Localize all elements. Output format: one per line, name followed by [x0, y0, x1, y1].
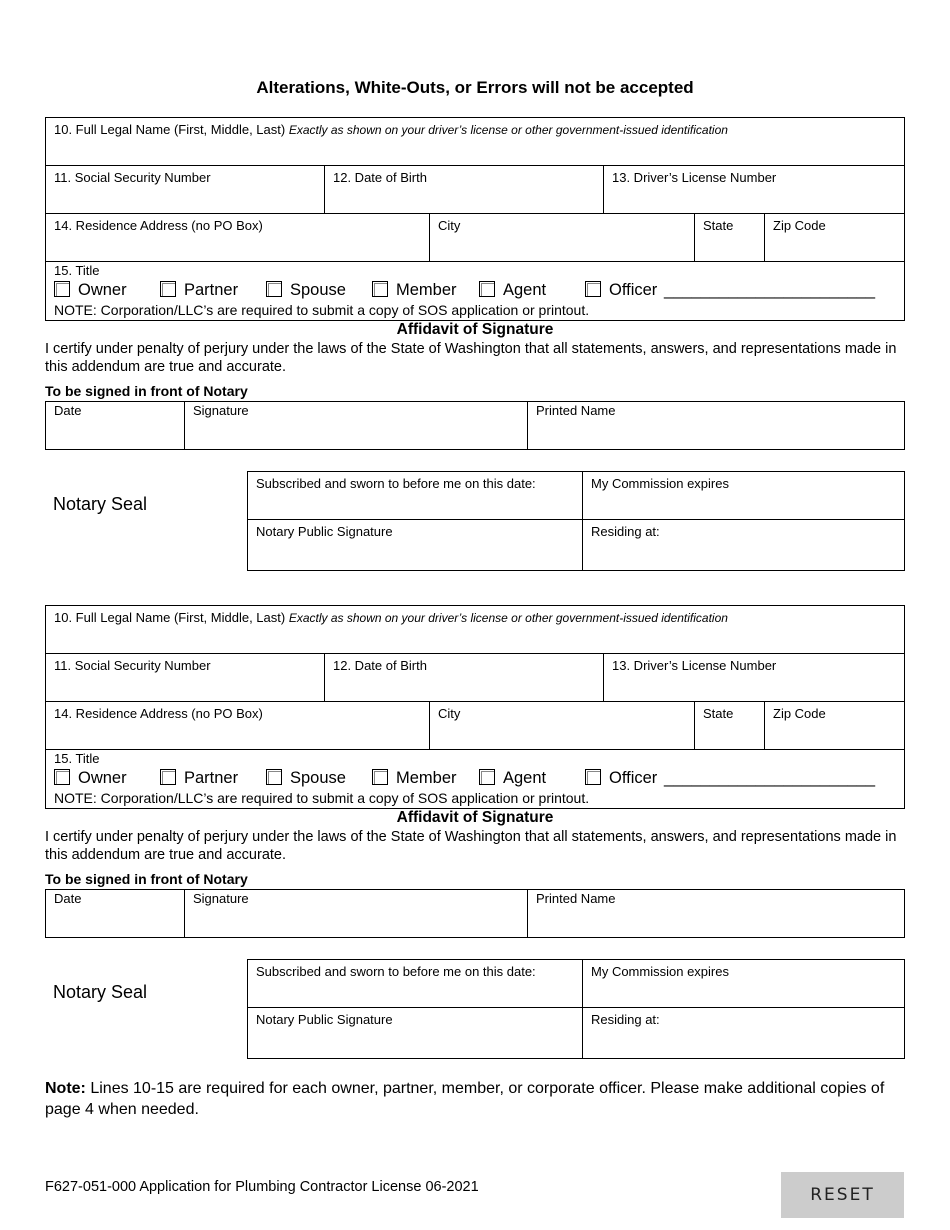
officer-title-line[interactable]: _______________________	[664, 281, 876, 299]
notary-signature-label: Notary Public Signature	[256, 524, 393, 539]
signature-table	[45, 401, 905, 450]
spouse-label: Spouse	[290, 281, 346, 299]
dob-label: 12. Date of Birth	[333, 170, 427, 185]
date-field[interactable]	[46, 890, 184, 937]
ssn-field[interactable]	[46, 166, 324, 213]
affidavit-title: Affidavit of Signature	[396, 321, 554, 338]
drivers-license-field[interactable]	[604, 654, 904, 701]
owner-label: Owner	[78, 769, 127, 787]
title-note: NOTE: Corporation/LLC’s are required to submit a copy of SOS application or printout.	[54, 302, 590, 318]
residing-field[interactable]	[583, 520, 904, 570]
applicant-form-box	[45, 605, 905, 809]
signed-note: To be signed in front of Notary	[45, 871, 248, 887]
printed-name-field[interactable]	[528, 890, 904, 937]
title-options	[54, 280, 894, 300]
zip-label: Zip Code	[773, 218, 826, 233]
notary-table	[247, 471, 905, 571]
title-options	[54, 768, 894, 788]
title-label: 15. Title	[54, 751, 100, 766]
agent-label: Agent	[503, 769, 547, 787]
partner-checkbox[interactable]	[160, 769, 176, 785]
full-name-hint: Exactly as shown on your driver’s license or other government-issued identification	[288, 123, 728, 137]
signature-field[interactable]	[185, 402, 527, 449]
footnote-text: Lines 10-15 are required for each owner, partner, member, or corporate officer. Please make additional copies of page 4 when needed.	[45, 1080, 885, 1118]
spouse-label: Spouse	[290, 769, 346, 787]
owner-checkbox[interactable]	[54, 281, 70, 297]
signed-note: To be signed in front of Notary	[45, 383, 248, 399]
title-note: NOTE: Corporation/LLC’s are required to submit a copy of SOS application or printout.	[54, 790, 590, 806]
signature-table	[45, 889, 905, 938]
printed-name-field[interactable]	[528, 402, 904, 449]
officer-checkbox[interactable]	[585, 769, 601, 785]
commission-field[interactable]	[583, 472, 904, 519]
title-label: 15. Title	[54, 263, 100, 278]
signature-label: Signature	[193, 403, 249, 418]
date-label: Date	[54, 403, 82, 418]
full-name-label: 10. Full Legal Name (First, Middle, Last)	[54, 122, 286, 137]
spouse-checkbox[interactable]	[266, 769, 282, 785]
notary-seal-label: Notary Seal	[53, 494, 148, 514]
ssn-label: 11. Social Security Number	[54, 170, 211, 185]
affidavit-text: I certify under penalty of perjury under the laws of the State of Washington that all statements, answers, and representations made in this addendum are true and accurate.	[45, 341, 897, 375]
agent-checkbox[interactable]	[479, 769, 495, 785]
date-field[interactable]	[46, 402, 184, 449]
affidavit-title: Affidavit of Signature	[396, 809, 554, 826]
member-checkbox[interactable]	[372, 769, 388, 785]
full-name-hint: Exactly as shown on your driver’s license or other government-issued identification	[288, 611, 728, 625]
full-name-field[interactable]	[46, 606, 904, 653]
residing-field[interactable]	[583, 1008, 904, 1058]
city-field[interactable]	[430, 702, 694, 749]
signature-label: Signature	[193, 891, 249, 906]
notary-signature-field[interactable]	[248, 1008, 582, 1058]
footnote	[45, 1078, 905, 1120]
residing-label: Residing at:	[591, 1012, 660, 1027]
state-label: State	[703, 706, 734, 721]
dob-label: 12. Date of Birth	[333, 658, 427, 673]
reset-button[interactable]: RESET	[781, 1172, 904, 1218]
commission-label: My Commission expires	[591, 476, 729, 491]
footnote-bold: Note:	[45, 1080, 86, 1097]
address-field[interactable]	[46, 214, 429, 261]
sworn-label: Subscribed and sworn to before me on this date:	[256, 964, 536, 979]
sworn-label: Subscribed and sworn to before me on this date:	[256, 476, 536, 491]
state-label: State	[703, 218, 734, 233]
date-label: Date	[54, 891, 82, 906]
officer-checkbox[interactable]	[585, 281, 601, 297]
spouse-checkbox[interactable]	[266, 281, 282, 297]
applicant-form-box	[45, 117, 905, 321]
member-checkbox[interactable]	[372, 281, 388, 297]
notary-signature-label: Notary Public Signature	[256, 1012, 393, 1027]
form-id-footer: F627-051-000 Application for Plumbing Contractor License 06-2021	[45, 1179, 479, 1195]
city-field[interactable]	[430, 214, 694, 261]
drivers-license-label: 13. Driver’s License Number	[612, 170, 777, 185]
partner-checkbox[interactable]	[160, 281, 176, 297]
signature-field[interactable]	[185, 890, 527, 937]
member-label: Member	[396, 769, 457, 787]
sworn-date-field[interactable]	[248, 960, 582, 1007]
drivers-license-field[interactable]	[604, 166, 904, 213]
agent-label: Agent	[503, 281, 547, 299]
printed-name-label: Printed Name	[536, 891, 616, 906]
owner-label: Owner	[78, 281, 127, 299]
city-label: City	[438, 706, 461, 721]
partner-label: Partner	[184, 281, 239, 299]
printed-name-label: Printed Name	[536, 403, 616, 418]
full-name-label: 10. Full Legal Name (First, Middle, Last)	[54, 610, 286, 625]
sworn-date-field[interactable]	[248, 472, 582, 519]
address-field[interactable]	[46, 702, 429, 749]
zip-field[interactable]	[765, 214, 904, 261]
state-field[interactable]	[695, 702, 764, 749]
agent-checkbox[interactable]	[479, 281, 495, 297]
full-name-field[interactable]	[46, 118, 904, 165]
commission-field[interactable]	[583, 960, 904, 1007]
notary-seal-label: Notary Seal	[53, 982, 148, 1002]
ssn-field[interactable]	[46, 654, 324, 701]
partner-label: Partner	[184, 769, 239, 787]
affidavit-text: I certify under penalty of perjury under the laws of the State of Washington that all statements, answers, and representations made in this addendum are true and accurate.	[45, 829, 897, 863]
dob-field[interactable]	[325, 166, 603, 213]
owner-checkbox[interactable]	[54, 769, 70, 785]
address-label: 14. Residence Address (no PO Box)	[54, 706, 263, 721]
zip-label: Zip Code	[773, 706, 826, 721]
officer-label: Officer	[609, 769, 658, 787]
page-heading: Alterations, White-Outs, or Errors will not be accepted	[256, 78, 694, 97]
state-field[interactable]	[695, 214, 764, 261]
notary-table	[247, 959, 905, 1059]
zip-field[interactable]	[765, 702, 904, 749]
notary-signature-field[interactable]	[248, 520, 582, 570]
commission-label: My Commission expires	[591, 964, 729, 979]
dob-field[interactable]	[325, 654, 603, 701]
drivers-license-label: 13. Driver’s License Number	[612, 658, 777, 673]
officer-label: Officer	[609, 281, 658, 299]
officer-title-line[interactable]: _______________________	[664, 769, 876, 787]
ssn-label: 11. Social Security Number	[54, 658, 211, 673]
address-label: 14. Residence Address (no PO Box)	[54, 218, 263, 233]
city-label: City	[438, 218, 461, 233]
member-label: Member	[396, 281, 457, 299]
residing-label: Residing at:	[591, 524, 660, 539]
